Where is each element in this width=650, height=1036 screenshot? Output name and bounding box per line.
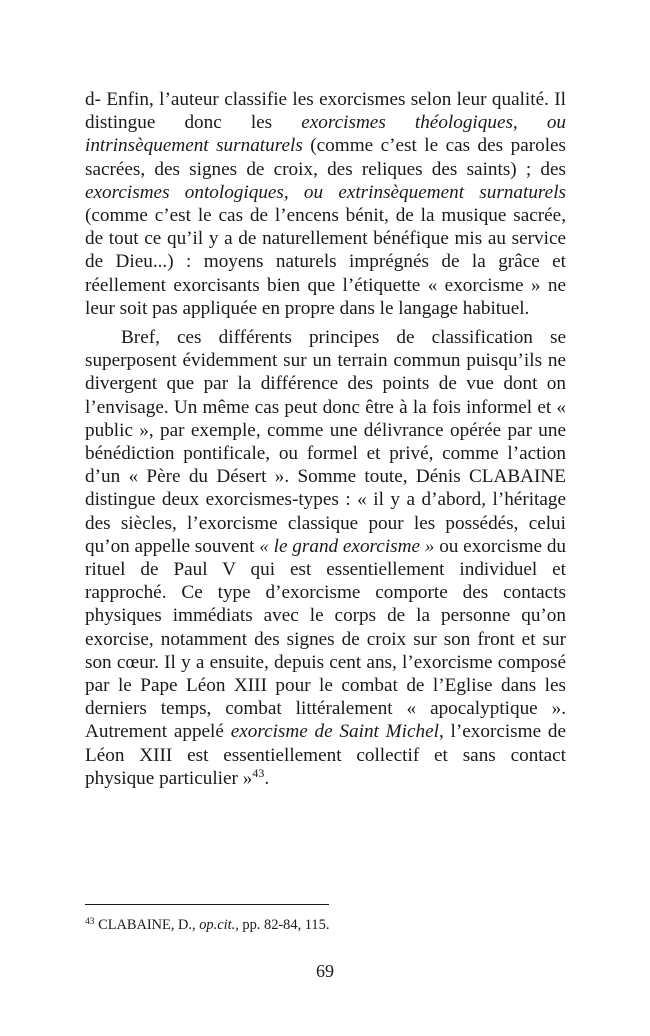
text-run: , l’exorcisme de Léon XIII est essentiellement collectif et sans contact physique particulier »: [85, 721, 566, 789]
text-run: (comme c’est le cas de l’encens bénit, de la musique sacrée, de tout ce qu’il y a de naturellement bénéfique mis au service de Dieu...) : moyens naturels imprégnés de la grâce et réellement exorcisants bien que l’étiquette « exorcisme » ne leur soit pas appliquée en propre dans le langage habituel.: [85, 205, 566, 319]
text-run: (comme c’est le cas des paroles sacrées, des signes de croix, des reliques des saints) ; des: [85, 135, 567, 180]
body-text: [85, 88, 566, 790]
footnote-reference: op.cit.,: [199, 917, 239, 933]
text-run: .: [264, 767, 270, 789]
paragraph-1: [85, 88, 566, 320]
text-run: d- Enfin, l’auteur classifie les exorcismes selon leur qualité. Il distingue donc les: [85, 89, 566, 134]
footnote-reference-marker: 43: [252, 765, 265, 780]
footnote: [85, 913, 329, 934]
italic-run: exorcismes ontologiques, ou extrinsèquement surnaturels: [85, 181, 566, 203]
italic-run: « le grand exorcisme »: [259, 535, 435, 557]
paragraph-2: [85, 326, 566, 790]
text-run: Bref, ces différents principes de classification se superposent évidemment sur un terrain commun puisqu’ils ne divergent que par la différence des points de vue dont on l’envisage. Un même cas peut donc être à la fois informel et « public », par exemple, comme une délivrance opérée par une bénédiction pontificale, ou formel et privé, comme l’action d’un « Père du Désert ». Somme toute, Dénis CLABAINE distingue deux exorcismes-types : « il y a d’abord, l’héritage des siècles, l’exorcisme classique pour les possédés, celui qu’on appelle souvent: [85, 327, 566, 557]
italic-run: exorcismes théologiques, ou intrinsèquement surnaturels: [85, 112, 567, 157]
footnote-marker: 43: [85, 917, 95, 927]
text-run: ou exorcisme du rituel de Paul V qui est essentiellement individuel et rapproché. Ce type d’exorcisme comporte des contacts physiques immédiats avec le corps de la personne qu’on exorcise, notamment des signes de croix sur son front et sur son cœur. Il y a ensuite, depuis cent ans, l’exorcisme composé par le Pape Léon XIII pour le combat de l’Eglise dans les derniers temps, combat littéralement « apocalyptique ». Autrement appelé: [85, 535, 567, 743]
footnote-author: CLABAINE, D.,: [94, 917, 200, 933]
page-number: 69: [316, 961, 334, 981]
italic-run: exorcisme de Saint Michel: [230, 721, 439, 743]
footnote-pages: pp. 82-84, 115.: [238, 917, 330, 933]
footnote-separator: [85, 904, 329, 905]
